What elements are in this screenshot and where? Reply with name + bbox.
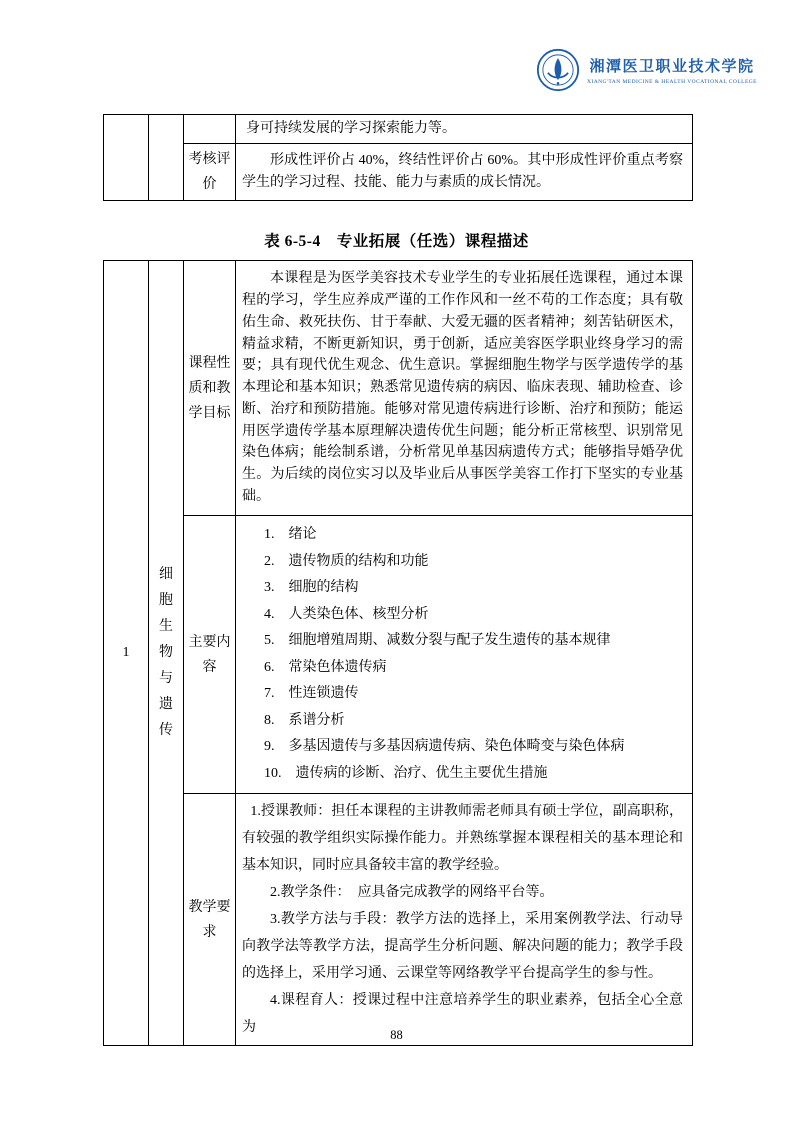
continuation-index-cell (104, 115, 149, 201)
list-item: 5. 细胞增殖周期、减数分裂与配子发生遗传的基本规律 (264, 633, 611, 648)
list-item: 2. 遗传物质的结构和功能 (264, 553, 429, 569)
section-label-main-content: 主要内容 (184, 516, 236, 794)
course-description-table (103, 260, 693, 1046)
list-item: 7. 性连锁遗传 (264, 686, 359, 701)
continuation-text-cell (236, 115, 693, 144)
assessment-text: 形成性评价占 40%，终结性评价占 60%。其中形成性评价重点考察学生的学习过程、技能、能力与素质的成长情况。 (242, 153, 683, 190)
college-name-english: XIANG'TAN MEDICINE & HEALTH VOCATIONAL COLLEGE (587, 79, 757, 85)
list-item: 10. 遗传病的诊断、治疗、优生主要优生措施 (264, 765, 548, 781)
requirement-paragraph: 3.教学方法与手段：教学方法的选择上，采用案例教学法、行动导向教学法等教学方法，提高学生分析问题、解决问题的能力；教学手段的选择上，采用学习通、云课堂等网络教学平台提高学生的参与性。 (242, 912, 683, 981)
continuation-text: 身可持续发展的学习探索能力等。 (246, 121, 456, 136)
college-name-chinese: 湘潭医卫职业技术学院 (589, 59, 755, 75)
main-content-list (236, 516, 692, 793)
assessment-label-cell: 考核评价 (184, 144, 236, 201)
requirement-paragraph: 4.课程育人：授课过程中注意培养学生的职业素养，包括全心全意为 (242, 993, 683, 1035)
list-item: 1. 绪论 (264, 527, 317, 542)
list-item: 8. 系谱分析 (264, 712, 345, 728)
continuation-course-cell (149, 115, 184, 201)
list-item: 9. 多基因遗传与多基因病遗传病、染色体畸变与染色体病 (264, 739, 625, 754)
course-goal-paragraph: 本课程是为医学美容技术专业学生的专业拓展任选课程，通过本课程的学习，学生应养成严谨的工作作风和一丝不苟的工作态度；具有敬佑生命、救死扶伤、甘于奉献、大爱无疆的医者精神；刻苦钻研医术，精益求精，不断更新知识，勇于创新，适应美容医学职业终身学习的需要；具有现代优生观念、优生意识。掌握细胞生物学与医学遗传学的基本理论和基本知识；熟悉常见遗传病的病因、临床表现、辅助检查、诊断、治疗和预防措施。能够对常见遗传病进行诊断、治疗和预防；能运用医学遗传学基本原理解决遗传优生问题；能分析正常核型、识别常见染色体病；能绘制系谱，分析常见单基因病遗传方式；能够指导婚孕优生。为后续的岗位实习以及毕业后从事医学美容工作打下坚实的专业基础。 (242, 271, 683, 505)
requirement-paragraph: 2.教学条件： 应具备完成教学的网络平台等。 (270, 885, 554, 900)
section-label-nature-goals: 课程性质和教学目标 (184, 261, 236, 516)
page-number: 88 (390, 1028, 403, 1042)
course-name-vertical: 细胞生物与遗传 (159, 567, 173, 738)
course-index-cell: 1 (104, 261, 149, 1046)
previous-table-continuation (103, 114, 693, 201)
section-label-teaching-requirements: 教学要求 (184, 794, 236, 1046)
section-content-main-content (236, 516, 693, 794)
course-name-cell (149, 261, 184, 1046)
list-item: 3. 细胞的结构 (264, 580, 359, 595)
list-item: 4. 人类染色体、核型分析 (264, 606, 429, 622)
table-caption: 表 6-5-4 专业拓展（任选）课程描述 (264, 233, 529, 250)
college-logo (536, 48, 757, 92)
continuation-empty-label-cell (184, 115, 236, 144)
college-emblem-icon (536, 48, 580, 92)
assessment-text-cell (236, 144, 693, 201)
list-item: 6. 常染色体遗传病 (264, 659, 387, 675)
section-content-nature-goals (236, 261, 693, 516)
requirement-paragraph: 1.授课教师：担任本课程的主讲教师需老师具有硕士学位，副高职称，有较强的教学组织实际操作能力。并熟练掌握本课程相关的基本理论和基本知识，同时应具备较丰富的教学经验。 (242, 804, 683, 873)
college-logo-text (587, 55, 757, 85)
section-content-teaching-requirements (236, 794, 693, 1046)
teaching-requirements-text (236, 794, 692, 1045)
